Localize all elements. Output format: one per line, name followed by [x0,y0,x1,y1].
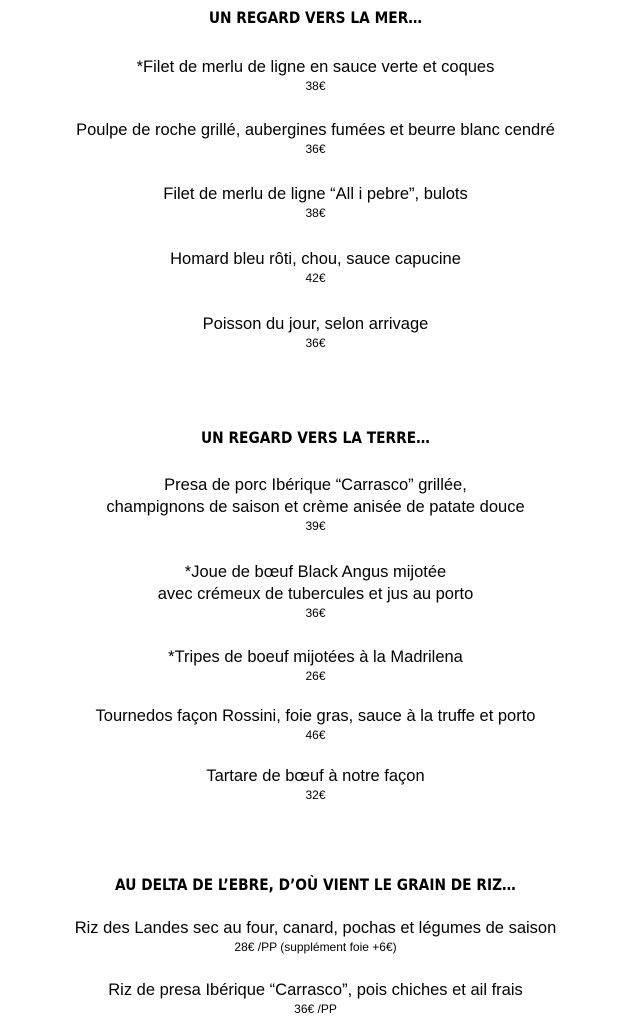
dish-name: Poulpe de roche grillé, aubergines fumées et beurre blanc cendré [76,121,555,139]
menu-item [0,183,631,221]
dish-price: 36€ [305,336,326,350]
dish-name-line-2: avec crémeux de tubercules et jus au porto [157,585,474,603]
menu-item [0,474,631,534]
dish-name-line-1: *Joue de bœuf Black Angus mijotée [184,563,447,581]
menu-item [0,705,631,743]
menu-item [0,646,631,684]
menu-item [0,917,631,955]
dish-name: *Tripes de boeuf mijotées à la Madrilena [168,648,463,666]
dish-name-line-2: champignons de saison et crème anisée de patate douce [106,498,525,516]
dish-price: 38€ [305,206,326,220]
dish-price: 42€ [305,271,326,285]
dish-price: 36€ [305,142,326,156]
section-title-riz: AU DELTA DE L’EBRE, D’OÙ VIENT LE GRAIN DE RIZ… [115,875,516,894]
menu-item [0,248,631,286]
menu-item [0,765,631,803]
dish-price: 32€ [305,788,326,802]
menu-item [0,313,631,351]
dish-name: Tartare de bœuf à notre façon [206,767,425,785]
dish-price: 39€ [305,519,326,533]
dish-price: 46€ [305,728,326,742]
section-title-terre: UN REGARD VERS LA TERRE… [200,428,430,447]
dish-name: Homard bleu rôti, chou, sauce capucine [170,250,461,268]
dish-price: 36€ /PP [294,1002,337,1016]
dish-name: Riz de presa Ibérique “Carrasco”, pois chiches et ail frais [108,981,523,999]
dish-price: 36€ [305,606,326,620]
menu-item [0,56,631,94]
dish-name: Filet de merlu de ligne “All i pebre”, bulots [163,185,468,203]
dish-name: *Filet de merlu de ligne en sauce verte et coques [136,58,495,76]
section-title-mer: UN REGARD VERS LA MER… [208,8,423,27]
menu-item [0,561,631,621]
dish-name: Riz des Landes sec au four, canard, pochas et légumes de saison [74,919,557,937]
dish-price: 28€ /PP (supplément foie +6€) [234,940,397,954]
menu-item [0,119,631,157]
menu-item [0,979,631,1017]
dish-price: 26€ [305,669,326,683]
dish-name-line-1: Presa de porc Ibérique “Carrasco” grillée, [164,476,467,494]
dish-name: Tournedos façon Rossini, foie gras, sauce à la truffe et porto [95,707,536,725]
dish-name: Poisson du jour, selon arrivage [202,315,429,333]
dish-price: 38€ [305,79,326,93]
